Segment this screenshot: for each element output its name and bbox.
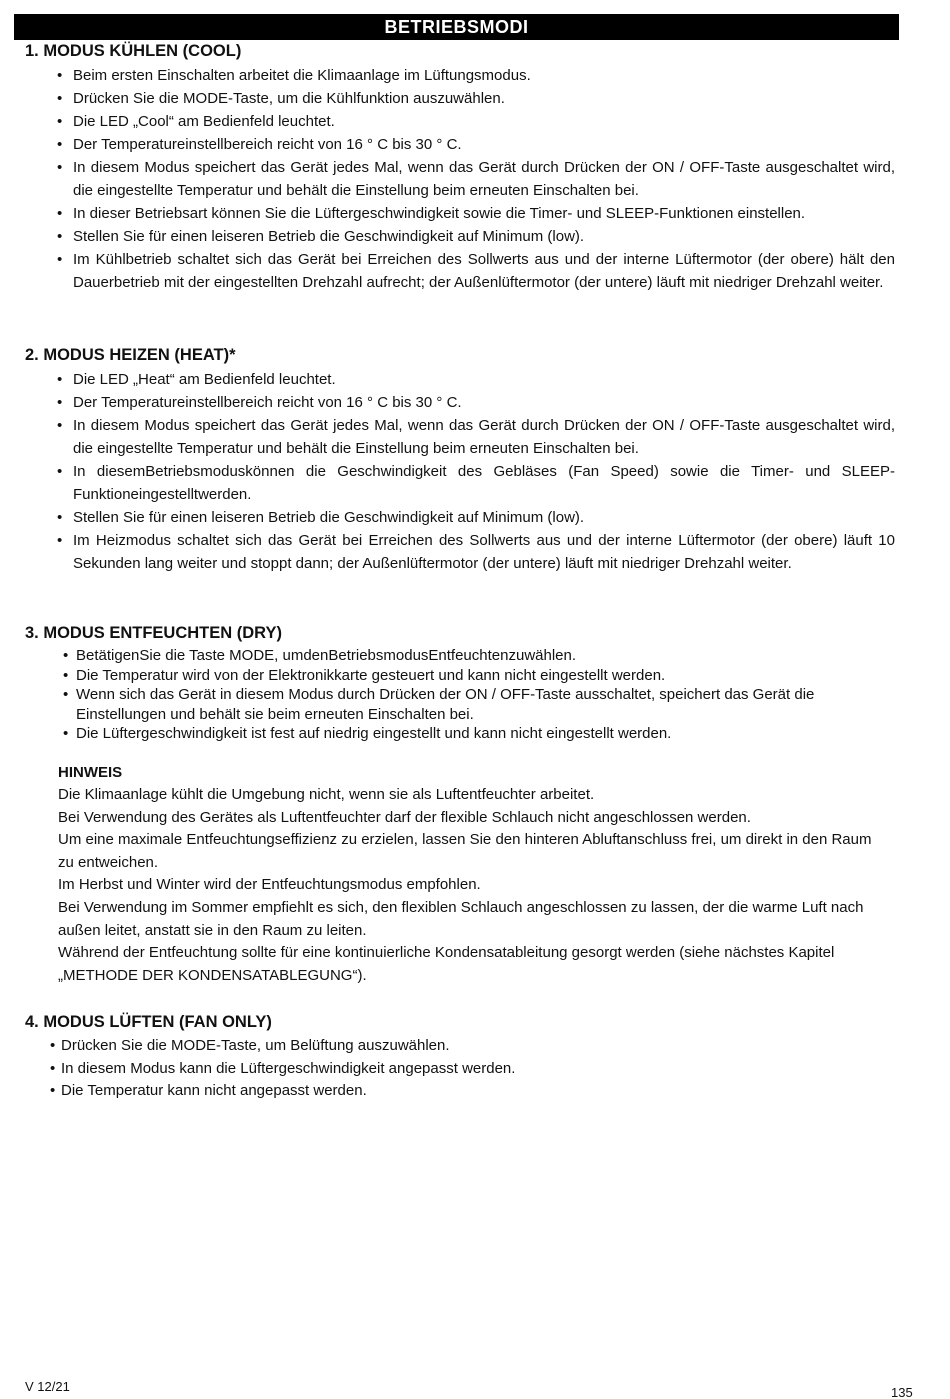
list-item: • Stellen Sie für einen leiseren Betrieb die Geschwindigkeit auf Minimum (low).	[25, 225, 895, 248]
hinweis-paragraph: Bei Verwendung des Gerätes als Luftentfeuchter darf der flexible Schlauch nicht angeschlossen werden.	[58, 808, 751, 826]
section-heat	[25, 344, 895, 575]
list-item: • Drücken Sie die MODE-Taste, um Belüftung auszuwählen.	[25, 1035, 895, 1058]
list-item: • Drücken Sie die MODE-Taste, um die Kühlfunktion auszuwählen.	[25, 87, 895, 110]
section-heading-fan: 4. MODUS LÜFTEN (FAN ONLY)	[25, 1013, 272, 1031]
hinweis-paragraph: Um eine maximale Entfeuchtungseffizienz zu erzielen, lassen Sie den hinteren Abluftanschluss frei, um direkt in den Raum zu entweichen.	[58, 831, 872, 871]
list-item: • Der Temperatureinstellbereich reicht von 16 ° C bis 30 ° C.	[25, 133, 895, 156]
list-item: • In diesem Modus speichert das Gerät jedes Mal, wenn das Gerät durch Drücken der ON / OFF-Taste ausgeschaltet wird, die eingestellte Temperatur und behält die Einstellung beim erneuten Einschalten bei.	[25, 156, 895, 202]
list-item: • Wenn sich das Gerät in diesem Modus durch Drücken der ON / OFF-Taste ausschaltet, speichert das Gerät die Einstellungen und behält sie beim erneuten Einschalten bei.	[25, 685, 895, 724]
hinweis-note	[58, 762, 888, 987]
list-item: • In diesemBetriebsmoduskönnen die Geschwindigkeit des Gebläses (Fan Speed) sowie die Timer- und SLEEP-Funktioneingestelltwerden.	[25, 460, 895, 506]
section-cool	[25, 40, 895, 294]
section-heading-dry: 3. MODUS ENTFEUCHTEN (DRY)	[25, 624, 282, 642]
list-item: • Beim ersten Einschalten arbeitet die Klimaanlage im Lüftungsmodus.	[25, 64, 895, 87]
hinweis-paragraph: Bei Verwendung im Sommer empfiehlt es sich, den flexiblen Schlauch angeschlossen zu lassen, der die warme Luft nach außen leitet, anstatt sie in den Raum zu leiten.	[58, 898, 864, 939]
list-item: • Der Temperatureinstellbereich reicht von 16 ° C bis 30 ° C.	[25, 391, 895, 414]
section-dry	[25, 622, 895, 744]
list-item: • Die LED „Cool“ am Bedienfeld leuchtet.	[25, 110, 895, 133]
hinweis-paragraph: Die Klimaanlage kühlt die Umgebung nicht, wenn sie als Luftentfeuchter arbeitet.	[58, 786, 595, 803]
version-label: V 12/21	[25, 1379, 70, 1394]
section-fan	[25, 1011, 895, 1103]
list-item: • Im Kühlbetrieb schaltet sich das Gerät bei Erreichen des Sollwerts aus und der interne Lüftermotor (der obere) hält den Dauerbetrieb mit der eingestellten Drehzahl aufrecht; der Außenlüftermotor (der untere) läuft mit niedriger Drehzahl weiter.	[25, 248, 895, 294]
list-item: • Stellen Sie für einen leiseren Betrieb die Geschwindigkeit auf Minimum (low).	[25, 506, 895, 529]
list-item: • BetätigenSie die Taste MODE, umdenBetriebsmodusEntfeuchtenzuwählen.	[25, 646, 895, 666]
list-item: • In diesem Modus speichert das Gerät jedes Mal, wenn das Gerät durch Drücken der ON / OFF-Taste ausgeschaltet wird, die eingestellte Temperatur und behält die Einstellung beim erneuten Einschalten bei.	[25, 414, 895, 460]
section-heading-cool: 1. MODUS KÜHLEN (COOL)	[25, 42, 242, 60]
page-title: BETRIEBSMODI	[14, 14, 899, 40]
list-item: • Die LED „Heat“ am Bedienfeld leuchtet.	[25, 368, 895, 391]
bullet-list-cool	[25, 64, 895, 294]
list-item: • Die Temperatur wird von der Elektronikkarte gesteuert und kann nicht eingestellt werden.	[25, 666, 895, 686]
hinweis-heading: HINWEIS	[58, 764, 123, 781]
hinweis-paragraph: Während der Entfeuchtung sollte für eine kontinuierliche Kondensatableitung gesorgt werden (siehe nächstes Kapitel „METHODE DER KONDENSATABLEGUNG“).	[58, 944, 835, 984]
list-item: • In diesem Modus kann die Lüftergeschwindigkeit angepasst werden.	[25, 1058, 895, 1081]
hinweis-paragraph: Im Herbst und Winter wird der Entfeuchtungsmodus empfohlen.	[58, 876, 481, 894]
list-item: • Die Lüftergeschwindigkeit ist fest auf niedrig eingestellt und kann nicht eingestellt werden.	[25, 724, 895, 744]
bullet-list-dry	[25, 646, 895, 744]
bullet-list-heat	[25, 368, 895, 575]
list-item: • In dieser Betriebsart können Sie die Lüftergeschwindigkeit sowie die Timer- und SLEEP-Funktionen einstellen.	[25, 202, 895, 225]
section-heading-heat: 2. MODUS HEIZEN (HEAT)*	[25, 346, 236, 364]
page-number: 135	[891, 1385, 913, 1399]
list-item: • Die Temperatur kann nicht angepasst werden.	[25, 1080, 895, 1103]
bullet-list-fan	[25, 1035, 895, 1103]
list-item: • Im Heizmodus schaltet sich das Gerät bei Erreichen des Sollwerts aus und der interne Lüftermotor (der obere) läuft 10 Sekunden lang weiter und stoppt dann; der Außenlüftermotor (der untere) läuft mit niedriger Drehzahl weiter.	[25, 529, 895, 575]
